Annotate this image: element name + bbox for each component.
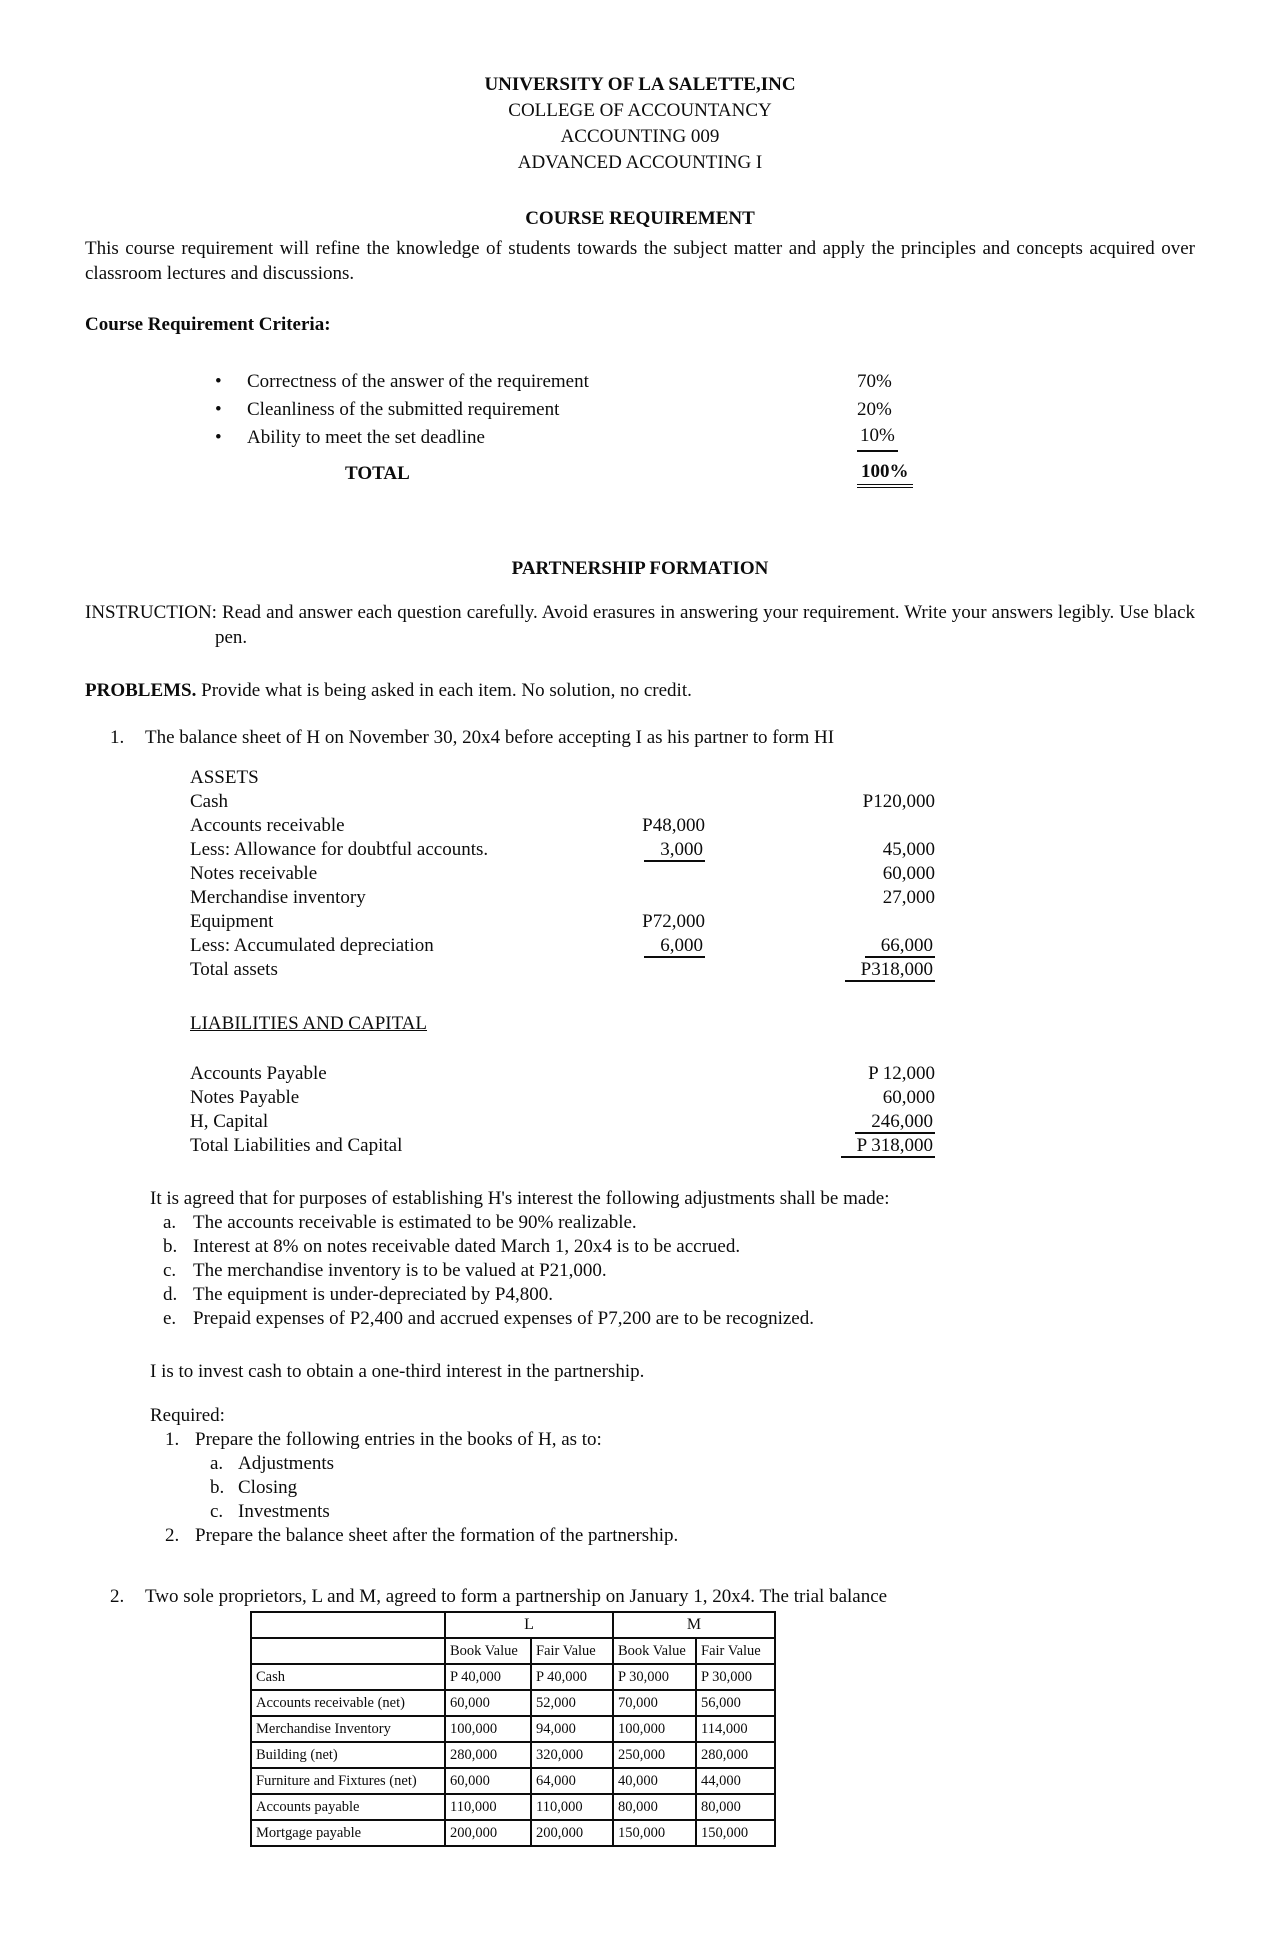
bs-mid-amount (570, 910, 705, 934)
course-code: ACCOUNTING 009 (560, 126, 720, 147)
adjustment-marker: a. (163, 1212, 177, 1233)
assets-block (190, 766, 1195, 982)
table-corner-cell (251, 1612, 445, 1638)
table-row (251, 1820, 775, 1846)
bs-row-label: Total Liabilities and Capital (190, 1135, 403, 1156)
table-row-label: Merchandise Inventory (251, 1716, 445, 1742)
required-sub-text: Closing (238, 1477, 298, 1498)
table-cell: 250,000 (613, 1742, 696, 1768)
criteria-row (215, 396, 1195, 424)
table-cell: 52,000 (531, 1690, 613, 1716)
adjustment-marker: d. (163, 1284, 178, 1305)
criteria-label: Cleanliness of the submitted requirement (247, 399, 560, 420)
adjustment-marker: c. (163, 1260, 177, 1281)
bs-row-label: Cash (190, 791, 228, 812)
table-cell: P 30,000 (613, 1664, 696, 1690)
bs-mid-amount (570, 958, 705, 982)
required-heading: Required: (150, 1405, 225, 1426)
table-col-header: Fair Value (531, 1638, 613, 1664)
table-cell: 320,000 (531, 1742, 613, 1768)
bs-right-amount-value: 45,000 (882, 839, 935, 860)
criteria-list (85, 368, 1195, 452)
table-cell: 60,000 (445, 1690, 531, 1716)
adjustment-item (163, 1259, 1195, 1283)
required-sub-marker: b. (210, 1477, 225, 1498)
bs-row-label: Equipment (190, 911, 274, 932)
balance-sheet-row (190, 1110, 1195, 1134)
course-requirement-description: This course requirement will refine the knowledge of students towards the subject matter and apply the principles and concepts acquired over classroom lectures and discussions. (85, 238, 1195, 284)
problem-1-intro: The balance sheet of H on November 30, 20x4 before accepting I as his partner to form HI (145, 727, 835, 748)
table-row (251, 1716, 775, 1742)
bs-mid-amount-value: 3,000 (644, 839, 705, 862)
table-cell: 200,000 (531, 1820, 613, 1846)
table-row (251, 1768, 775, 1794)
table-cell: 64,000 (531, 1768, 613, 1794)
instruction-paragraph (85, 600, 1195, 650)
table-cell: P 40,000 (445, 1664, 531, 1690)
college-name: COLLEGE OF ACCOUNTANCY (508, 100, 772, 121)
bs-right-amount (705, 862, 935, 886)
problem-1-number: 1. (110, 727, 125, 748)
balance-sheet-row (190, 1134, 1195, 1158)
table-row-label: Building (net) (251, 1742, 445, 1768)
criteria-label: Ability to meet the set deadline (247, 427, 485, 448)
bs-mid-amount (570, 934, 705, 958)
required-sub-text: Investments (238, 1501, 330, 1522)
problem-2-intro-row (85, 1584, 1195, 1609)
bs-right-amount-value: P 318,000 (841, 1135, 935, 1158)
table-row-label: Accounts payable (251, 1794, 445, 1820)
problems-line (85, 678, 1195, 703)
partnership-formation-title: PARTNERSHIP FORMATION (511, 558, 769, 579)
total-label: TOTAL (345, 463, 410, 484)
bullet-icon: • (215, 399, 222, 420)
spacer (570, 766, 705, 790)
table-row-label: Cash (251, 1664, 445, 1690)
required-text: Prepare the following entries in the books of H, as to: (195, 1429, 602, 1450)
problem-1-intro-row (85, 725, 1195, 750)
bs-right-amount-value: 60,000 (882, 1087, 935, 1108)
table-group-header-row (251, 1612, 775, 1638)
adjustment-text: Prepaid expenses of P2,400 and accrued expenses of P7,200 are to be recognized. (193, 1308, 814, 1329)
table-cell: 70,000 (613, 1690, 696, 1716)
bs-right-amount-value: 246,000 (855, 1111, 935, 1134)
table-group-header-M: M (613, 1612, 775, 1638)
bs-mid-amount (570, 1134, 705, 1158)
assets-heading-row (190, 766, 1195, 790)
bs-row-label: Less: Allowance for doubtful accounts. (190, 839, 489, 860)
bs-mid-amount (570, 886, 705, 910)
agreement-intro: It is agreed that for purposes of establishing H's interest the following adjustments shall be made: (150, 1188, 890, 1209)
bs-right-amount (705, 814, 935, 838)
required-sub-marker: c. (210, 1501, 224, 1522)
bs-right-amount (705, 1110, 935, 1134)
balance-sheet-row (190, 862, 1195, 886)
table-row-label: Accounts receivable (net) (251, 1690, 445, 1716)
table-cell: 40,000 (613, 1768, 696, 1794)
table-cell: 44,000 (696, 1768, 775, 1794)
table-cell: 150,000 (696, 1820, 775, 1846)
required-sub-item (210, 1476, 1195, 1500)
trial-balance-table (250, 1611, 776, 1847)
table-row (251, 1742, 775, 1768)
adjustment-item (163, 1235, 1195, 1259)
balance-sheet-row (190, 958, 1195, 982)
bs-right-amount-value: P120,000 (862, 791, 935, 812)
table-row (251, 1794, 775, 1820)
criteria-value: 70% (857, 371, 892, 392)
bs-mid-amount (570, 790, 705, 814)
required-item (165, 1428, 1195, 1452)
bs-right-amount (705, 910, 935, 934)
balance-sheet-row (190, 838, 1195, 862)
criteria-label: Correctness of the answer of the requirement (247, 371, 589, 392)
bs-mid-amount-value: 6,000 (644, 935, 705, 958)
table-col-header: Fair Value (696, 1638, 775, 1664)
adjustments-list (85, 1211, 1195, 1331)
bs-right-amount-value: P318,000 (845, 959, 935, 982)
bs-mid-amount (570, 862, 705, 886)
university-name: UNIVERSITY OF LA SALETTE,INC (484, 74, 796, 95)
bs-mid-amount (570, 1062, 705, 1086)
balance-sheet-row (190, 1086, 1195, 1110)
adjustment-marker: b. (163, 1236, 178, 1257)
bs-row-label: H, Capital (190, 1111, 269, 1132)
table-cell: 80,000 (613, 1794, 696, 1820)
bullet-icon: • (215, 371, 222, 392)
balance-sheet-row (190, 790, 1195, 814)
table-cell: 60,000 (445, 1768, 531, 1794)
adjustment-item (163, 1211, 1195, 1235)
required-marker: 2. (165, 1525, 180, 1546)
table-cell: 100,000 (613, 1716, 696, 1742)
liabilities-block (190, 1062, 1195, 1158)
criteria-value: 10% (857, 424, 898, 452)
table-cell: P 40,000 (531, 1664, 613, 1690)
criteria-row (215, 368, 1195, 396)
table-cell: 280,000 (696, 1742, 775, 1768)
bs-right-amount-value: P 12,000 (868, 1063, 935, 1084)
table-cell: 100,000 (445, 1716, 531, 1742)
bs-right-amount-value: 66,000 (865, 935, 935, 958)
instruction-label: INSTRUCTION: (85, 602, 217, 623)
problem-2-number: 2. (110, 1586, 125, 1607)
table-cell: 150,000 (613, 1820, 696, 1846)
bs-mid-amount (570, 838, 705, 862)
problems-label: PROBLEMS. (85, 680, 197, 701)
table-cell: 56,000 (696, 1690, 775, 1716)
bs-right-amount (705, 1086, 935, 1110)
criteria-value: 20% (857, 399, 892, 420)
table-cell: 94,000 (531, 1716, 613, 1742)
adjustment-text: The equipment is under-depreciated by P4,800. (193, 1284, 553, 1305)
bs-mid-amount (570, 1086, 705, 1110)
criteria-total-row (345, 460, 1195, 488)
adjustment-text: The merchandise inventory is to be valued at P21,000. (193, 1260, 607, 1281)
table-group-header-L: L (445, 1612, 613, 1638)
criteria-heading: Course Requirement Criteria: (85, 314, 331, 335)
table-cell: 114,000 (696, 1716, 775, 1742)
required-sub-marker: a. (210, 1453, 224, 1474)
criteria-row (215, 424, 1195, 452)
table-cell: 110,000 (445, 1794, 531, 1820)
invest-note: I is to invest cash to obtain a one-third interest in the partnership. (150, 1361, 645, 1382)
required-marker: 1. (165, 1429, 180, 1450)
bs-right-amount (705, 958, 935, 982)
required-item (165, 1524, 1195, 1548)
bs-right-amount-value: 60,000 (882, 863, 935, 884)
adjustment-marker: e. (163, 1308, 177, 1329)
bs-row-label: Accounts receivable (190, 815, 345, 836)
bs-right-amount (705, 790, 935, 814)
table-row-label: Mortgage payable (251, 1820, 445, 1846)
table-cell: 80,000 (696, 1794, 775, 1820)
balance-sheet-row (190, 934, 1195, 958)
table-cell: 280,000 (445, 1742, 531, 1768)
total-value: 100% (857, 460, 913, 488)
table-cell: P 30,000 (696, 1664, 775, 1690)
adjustment-text: The accounts receivable is estimated to be 90% realizable. (193, 1212, 637, 1233)
bs-right-amount (705, 838, 935, 862)
required-sub-text: Adjustments (238, 1453, 335, 1474)
table-row-label: Furniture and Fixtures (net) (251, 1768, 445, 1794)
bs-row-label: Notes receivable (190, 863, 318, 884)
spacer (705, 766, 935, 790)
problem-2-intro: Two sole proprietors, L and M, agreed to form a partnership on January 1, 20x4. The trial balance (145, 1586, 888, 1607)
bs-row-label: Total assets (190, 959, 278, 980)
adjustment-item (163, 1283, 1195, 1307)
bs-right-amount (705, 886, 935, 910)
assets-heading: ASSETS (190, 767, 259, 788)
bs-right-amount (705, 1134, 935, 1158)
table-row (251, 1664, 775, 1690)
bs-row-label: Accounts Payable (190, 1063, 327, 1084)
table-row (251, 1690, 775, 1716)
bs-right-amount-value: 27,000 (882, 887, 935, 908)
table-column-header-row (251, 1638, 775, 1664)
bs-mid-amount (570, 1110, 705, 1134)
bullet-icon: • (215, 427, 222, 448)
balance-sheet-row (190, 814, 1195, 838)
bs-mid-amount (570, 814, 705, 838)
adjustment-text: Interest at 8% on notes receivable dated March 1, 20x4 is to be accrued. (193, 1236, 741, 1257)
required-sub-item (210, 1452, 1195, 1476)
bs-right-amount (705, 934, 935, 958)
required-text: Prepare the balance sheet after the formation of the partnership. (195, 1525, 679, 1546)
bs-row-label: Notes Payable (190, 1087, 300, 1108)
table-col-header: Book Value (445, 1638, 531, 1664)
course-requirement-title: COURSE REQUIREMENT (525, 208, 755, 229)
liabilities-heading: LIABILITIES AND CAPITAL (190, 1013, 428, 1034)
required-sub-item (210, 1500, 1195, 1524)
table-corner-cell (251, 1638, 445, 1664)
table-cell: 110,000 (531, 1794, 613, 1820)
balance-sheet-row (190, 910, 1195, 934)
problems-text: Provide what is being asked in each item. No solution, no credit. (201, 680, 692, 701)
bs-mid-amount-value: P72,000 (642, 911, 705, 932)
adjustment-item (163, 1307, 1195, 1331)
course-name: ADVANCED ACCOUNTING I (517, 152, 763, 173)
bs-row-label: Less: Accumulated depreciation (190, 935, 434, 956)
required-list (85, 1428, 1195, 1548)
balance-sheet-row (190, 886, 1195, 910)
bs-right-amount (705, 1062, 935, 1086)
table-col-header: Book Value (613, 1638, 696, 1664)
bs-row-label: Merchandise inventory (190, 887, 366, 908)
balance-sheet-row (190, 1062, 1195, 1086)
table-cell: 200,000 (445, 1820, 531, 1846)
bs-mid-amount-value: P48,000 (642, 815, 705, 836)
instruction-text: Read and answer each question carefully. Avoid erasures in answering your requirement. Write your answers legibly. Use black pen. (215, 602, 1196, 648)
